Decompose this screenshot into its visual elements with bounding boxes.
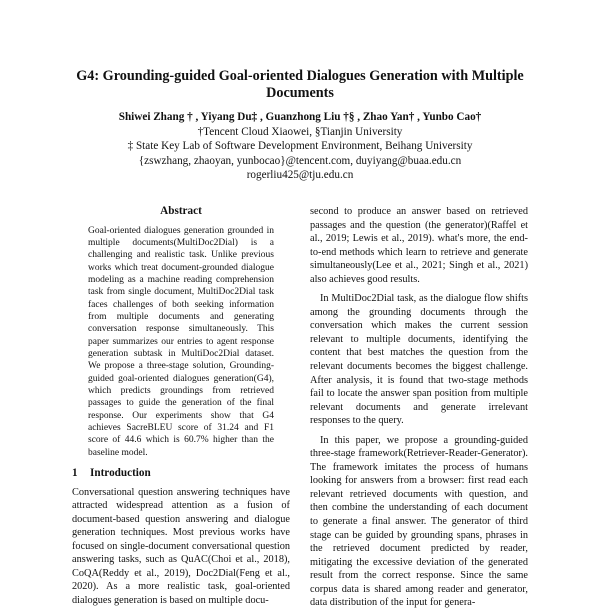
intro-paragraph-1: Conversational question answering techniques have attracted widespread attention as a fusion of document-based question answering and dialogue generation techniques. Most previous works have focused on single-document conversational question answering tasks, such as QuAC(Choi et al., 2018), CoQA(Reddy et al., 2019), Doc2Dial(Feng et al., 2020). As a more realistic task, goal-oriented dialogues generation is based on multiple docu- bbox=[72, 486, 290, 606]
right-paragraph-2: In MultiDoc2Dial task, as the dialogue flow shifts among the grounding documents through the conversation which makes the current session relevant to multiple documents, identifying the content that best matches the question from the relevant documents becomes the biggest challenge. After analysis, it is found that two-stage methods fail to locate the answer span position from multiple relevant documents and generate irrelevant responses to the query. bbox=[310, 293, 528, 427]
paper-title: G4: Grounding-guided Goal-oriented Dialogues Generation with Multiple Documents bbox=[76, 68, 524, 101]
right-paragraph-1: second to produce an answer based on retrieved passages and the question (the generator)(Raffel et al., 2019; Lewis et al., 2019). what's more, the end-to-end methods which learn to retrieve and generate simultaneously(Lee et al., 2021; Singh et al., 2021) also achieves good results. bbox=[310, 206, 528, 285]
affiliation-line-2: ‡ State Key Lab of Software Development Environment, Beihang University bbox=[127, 140, 473, 153]
email-line-2: rogerliu425@tju.edu.cn bbox=[246, 169, 354, 182]
abstract-body: Goal-oriented dialogues generation grounded in multiple documents(MultiDoc2Dial) is a challenging and realistic task. Unlike previous works which treat document-grounded dialogue modeling as a machine reading comprehension task from single document, MultiDoc2Dial task faces challenges of both seeking information from multiple documents and generating conversation response simultaneously. This paper summarizes our entries to agent response generation subtask in MultiDoc2Dial dataset. We propose a three-stage solution, Grounding-guided goal-oriented dialogues generation(G4), which predicts groundings from retrieved passages to guide the generation of the final response. Our experiments show that G4 achieves SacreBLEU score of 31.24 and F1 score of 44.6 which is 60.7% higher than the baseline model. bbox=[88, 225, 274, 458]
email-line-1: {zswzhang, zhaoyan, yunbocao}@tencent.com, duyiyang@buaa.edu.cn bbox=[138, 154, 462, 167]
right-column bbox=[310, 205, 528, 610]
right-paragraph-3: In this paper, we propose a grounding-guided three-stage framework(Retriever-Reader-Generator). The framework imitates the process of humans looking for answers from a browser: first read each relevant retrieved documents with question, and then combine the understanding of each document to generate a final answer. The generator of third stage can be guided by grounding spans, phrases in the retrieved document predicted by reader, mitigating the excessive deviation of the generated result from the correct response. Since the same corpus data is shared among reader and generator, data distribution of the input for genera- bbox=[310, 434, 528, 609]
author-names: Shiwei Zhang † , Yiyang Du‡ , Guanzhong Liu †§ , Zhao Yan† , Yunbo Cao† bbox=[118, 111, 482, 123]
author-block bbox=[60, 110, 540, 183]
left-column bbox=[72, 205, 290, 608]
abstract-heading: Abstract bbox=[160, 205, 202, 217]
section-number: 1 bbox=[72, 467, 78, 480]
section-title: Introduction bbox=[90, 467, 151, 480]
affiliation-line-1: †Tencent Cloud Xiaowei, §Tianjin University bbox=[197, 125, 403, 138]
section-heading-introduction bbox=[72, 467, 290, 481]
